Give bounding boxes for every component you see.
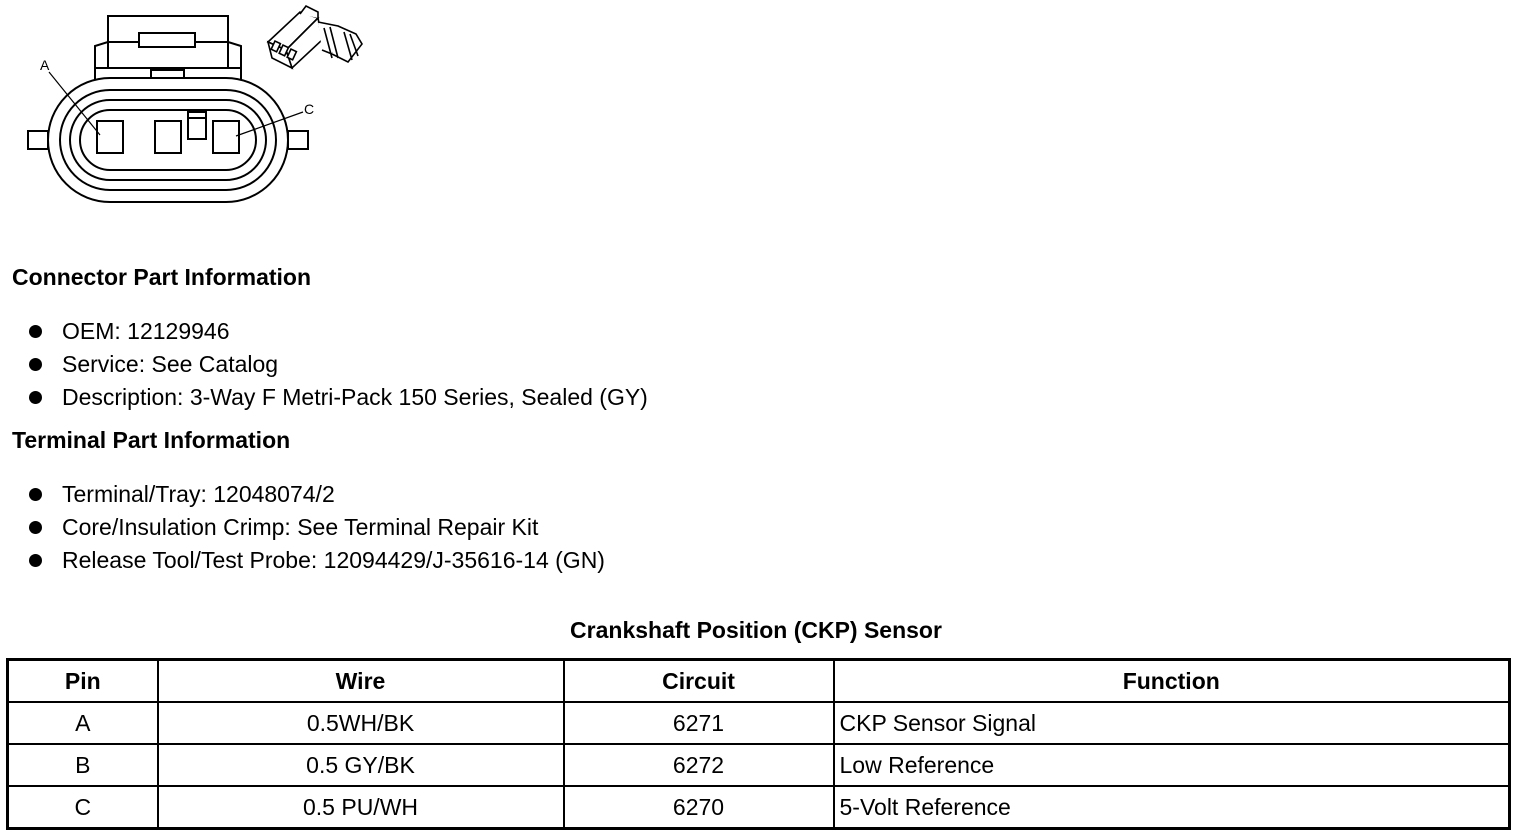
list-item-text: Description: 3-Way F Metri-Pack 150 Series, Sealed (GY) xyxy=(62,384,648,410)
pin-cell: A xyxy=(8,702,158,744)
bullet-icon xyxy=(29,325,42,338)
polarity-key xyxy=(188,112,206,139)
circuit-cell: 6270 xyxy=(564,786,834,829)
pin-cell: B xyxy=(8,744,158,786)
right-ear xyxy=(288,131,308,149)
list-item-text: Terminal/Tray: 12048074/2 xyxy=(62,481,335,507)
list-item xyxy=(0,478,605,511)
column-header-function: Function xyxy=(834,660,1510,703)
list-item-text: Core/Insulation Crimp: See Terminal Repair Kit xyxy=(62,514,539,540)
terminal-info-list xyxy=(0,478,605,577)
table-title: Crankshaft Position (CKP) Sensor xyxy=(570,617,942,643)
column-header-circuit: Circuit xyxy=(564,660,834,703)
connector-info-list xyxy=(0,315,648,414)
left-ear xyxy=(28,131,48,149)
cavity-b xyxy=(155,121,181,153)
latch-window xyxy=(139,33,195,47)
list-item-text: OEM: 12129946 xyxy=(62,318,230,344)
circuit-cell: 6271 xyxy=(564,702,834,744)
list-item xyxy=(0,381,648,414)
column-header-pin: Pin xyxy=(8,660,158,703)
wire-cell: 0.5 PU/WH xyxy=(158,786,564,829)
column-header-wire: Wire xyxy=(158,660,564,703)
list-item-text: Release Tool/Test Probe: 12094429/J-35616-14 (GN) xyxy=(62,547,605,573)
table-row xyxy=(8,702,1510,744)
bullet-icon xyxy=(29,488,42,501)
table-header-row xyxy=(8,660,1510,703)
pin-cell: C xyxy=(8,786,158,829)
circuit-cell: 6272 xyxy=(564,744,834,786)
terminal-info-heading: Terminal Part Information xyxy=(12,427,291,453)
connector-thumbnail xyxy=(268,6,362,68)
table-row xyxy=(8,744,1510,786)
bullet-icon xyxy=(29,554,42,567)
function-cell: CKP Sensor Signal xyxy=(834,702,1510,744)
wire-cell: 0.5 GY/BK xyxy=(158,744,564,786)
list-item xyxy=(0,544,605,577)
list-item xyxy=(0,315,648,348)
bullet-icon xyxy=(29,521,42,534)
pinout-table xyxy=(6,658,1511,830)
connector-info-heading: Connector Part Information xyxy=(12,264,312,290)
function-cell: 5-Volt Reference xyxy=(834,786,1510,829)
function-cell: Low Reference xyxy=(834,744,1510,786)
wire-cell: 0.5WH/BK xyxy=(158,702,564,744)
bullet-icon xyxy=(29,358,42,371)
list-item xyxy=(0,511,605,544)
cavity-c xyxy=(213,121,239,153)
list-item xyxy=(0,348,648,381)
cavity-a xyxy=(97,121,123,153)
connector-diagram xyxy=(0,0,400,220)
callout-c-label: C xyxy=(304,101,315,117)
callout-a-label: A xyxy=(40,57,50,73)
table-row xyxy=(8,786,1510,829)
bullet-icon xyxy=(29,391,42,404)
list-item-text: Service: See Catalog xyxy=(62,351,279,377)
